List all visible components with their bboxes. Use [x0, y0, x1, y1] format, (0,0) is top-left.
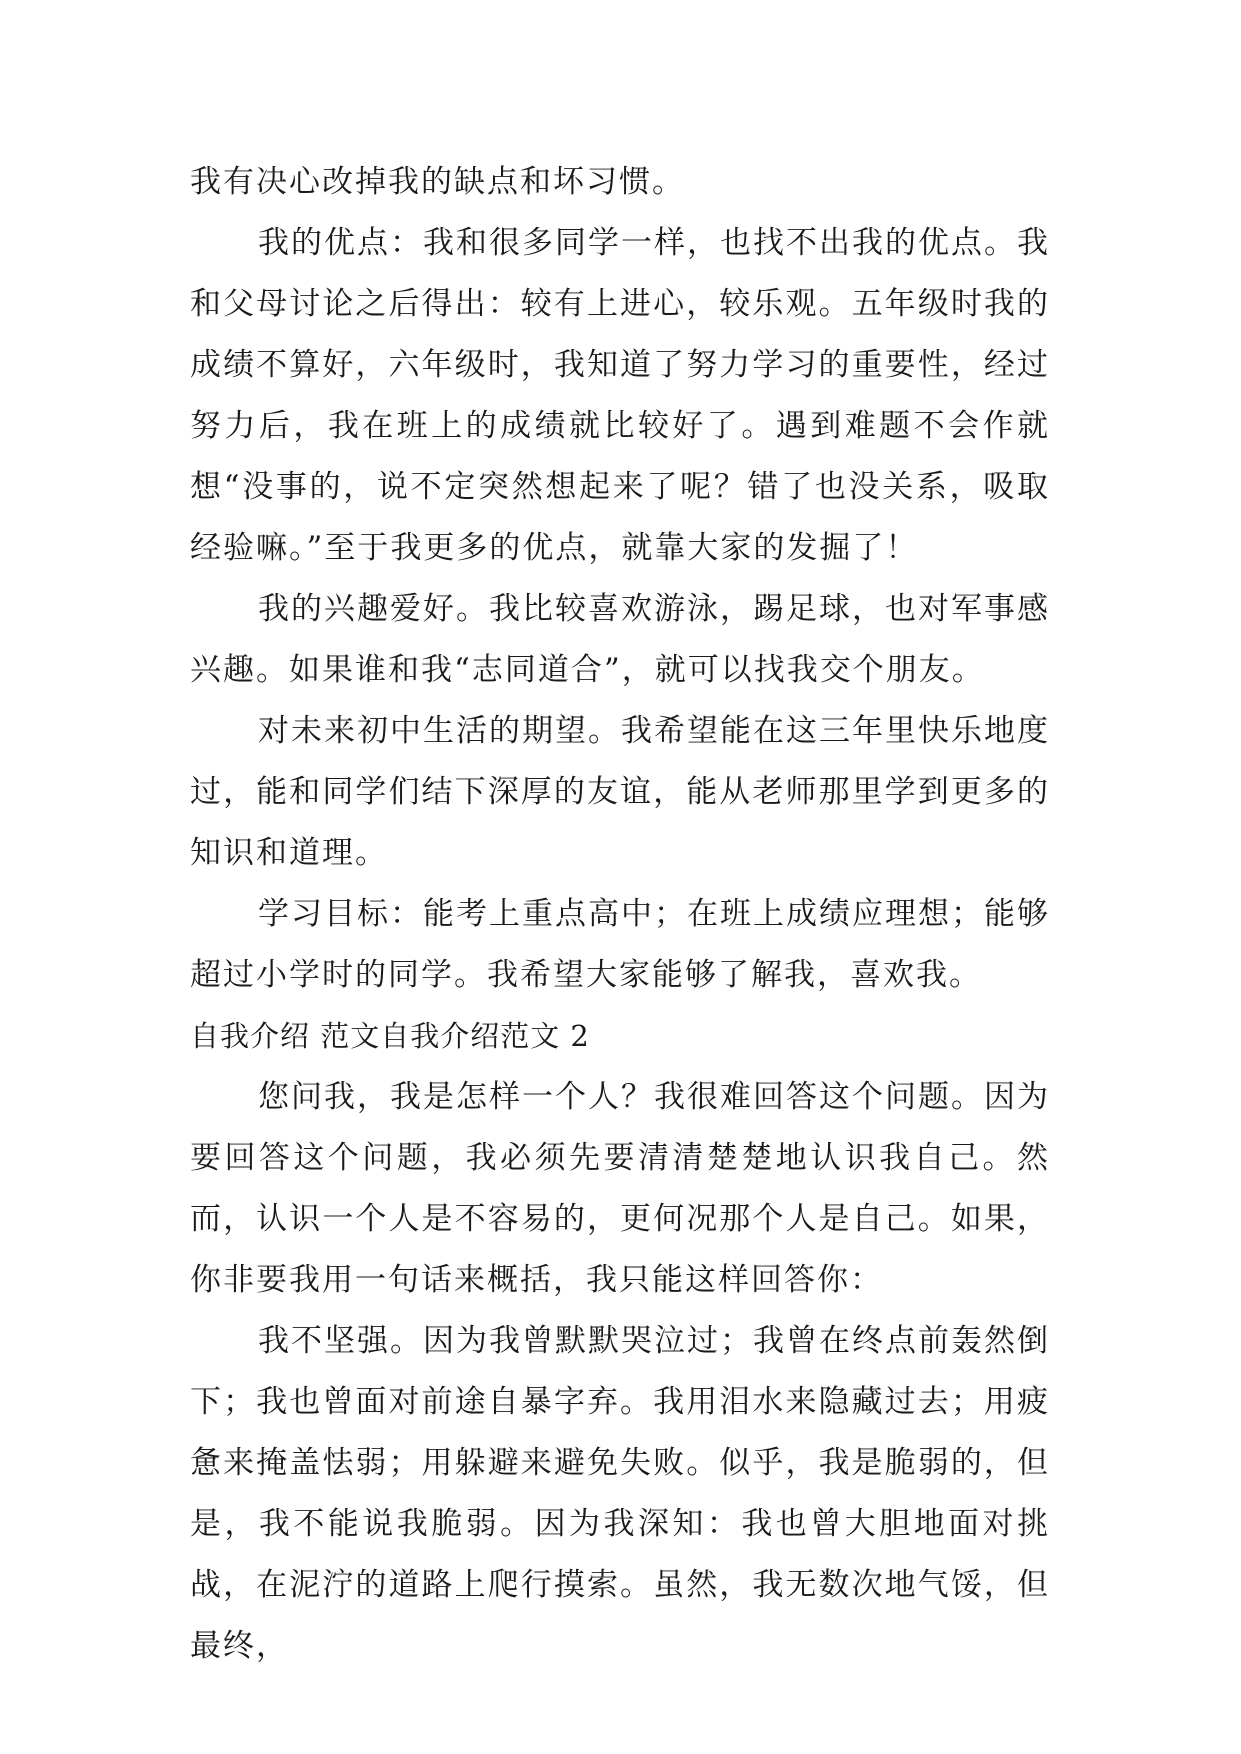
paragraph-expectations: 对未来初中生活的期望。我希望能在这三年里快乐地度过，能和同学们结下深厚的友谊，能从老师那里学到更多的知识和道理。: [190, 713, 1050, 871]
paragraph-continuation: 我有决心改掉我的缺点和坏习惯。: [190, 164, 685, 200]
section-heading: 自我介绍 范文自我介绍范文 2: [190, 1019, 590, 1053]
paragraph-not-strong: 我不坚强。因为我曾默默哭泣过；我曾在终点前轰然倒下；我也曾面对前途自暴字弃。我用泪水来隐藏过去；用疲惫来掩盖怯弱；用躲避来避免失败。似乎，我是脆弱的，但是，我不能说我脆弱。因为我深知：我也曾大胆地面对挑战，在泥泞的道路上爬行摸索。虽然，我无数次地气馁，但最终，: [190, 1323, 1050, 1664]
paragraph-hobbies: 我的兴趣爱好。我比较喜欢游泳，踢足球，也对军事感兴趣。如果谁和我“志同道合”，就可以找我交个朋友。: [190, 591, 1050, 688]
paragraph-intro-question: 您问我，我是怎样一个人？我很难回答这个问题。因为要回答这个问题，我必须先要清清楚楚地认识我自己。然而，认识一个人是不容易的，更何况那个人是自己。如果，你非要我用一句话来概括，我只能这样回答你：: [190, 1079, 1050, 1298]
paragraph-study-goals: 学习目标：能考上重点高中；在班上成绩应理想；能够超过小学时的同学。我希望大家能够了解我，喜欢我。: [190, 896, 1050, 993]
document-page: [190, 152, 1050, 1677]
paragraph-strengths: 我的优点：我和很多同学一样，也找不出我的优点。我和父母讨论之后得出：较有上进心，较乐观。五年级时我的成绩不算好，六年级时，我知道了努力学习的重要性，经过努力后，我在班上的成绩就比较好了。遇到难题不会作就想“没事的，说不定突然想起来了呢？错了也没关系，吸取经验嘛。”至于我更多的优点，就靠大家的发掘了！: [190, 225, 1050, 566]
